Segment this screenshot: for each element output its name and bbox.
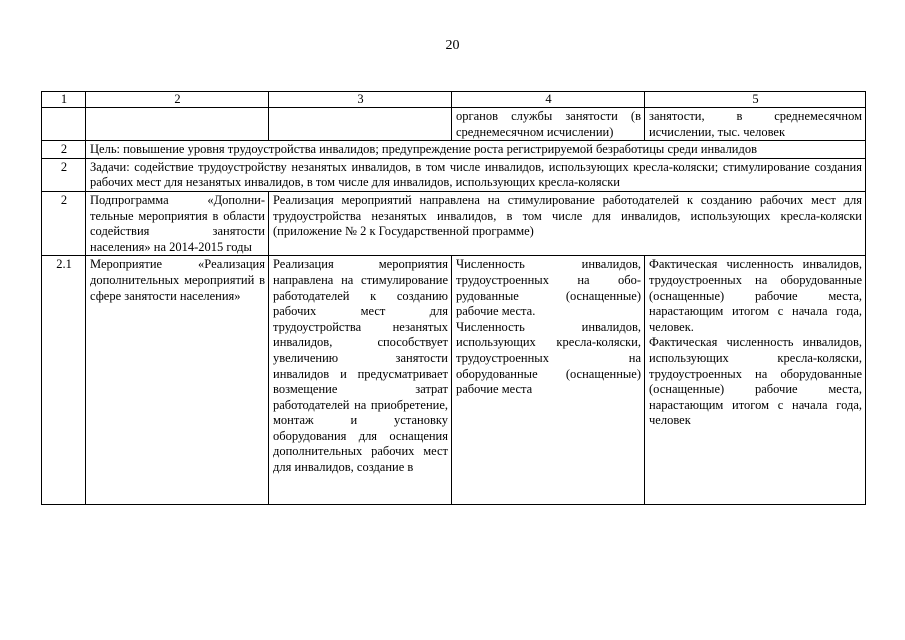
header-cell: 4: [452, 92, 645, 108]
tasks-text: Задачи: содействие трудоустройству незанятых инвалидов, в том числе инвалидов, использующих кресла-коляски; стимулирование создания рабочих мест для незанятых инвалидов, в том числе для инвалидов, использующих кресла-коляски: [86, 158, 866, 191]
subprogram-name: Подпрограмма «Дополнительные мероприятия в области содействия занятости населения» на 2014-2015 годы: [86, 191, 269, 255]
goal-text: Цель: повышение уровня трудоустройства инвалидов; предупреждение роста регистрируемой безработицы среди инвалидов: [86, 141, 866, 159]
page-number: 20: [445, 38, 460, 53]
row-number: 2: [42, 191, 86, 255]
method-cell: занятости, в среднемесячном исчислении, тыс. человек: [645, 108, 866, 141]
goal-row: [42, 141, 866, 159]
measure-name: Мероприятие «Реализация дополнительных мероприятий в сфере занятости населения»: [86, 256, 269, 505]
method-cell: [645, 256, 866, 505]
method-item: Фактическая численность инвалидов, использующих кресла-коляски, трудоустроенных на оборудованные (оснащенные) рабочие места, нарастающим итогом с начала года, человек: [649, 335, 862, 428]
tasks-row: [42, 158, 866, 191]
method-item: Фактическая численность инвалидов, трудоустроенных на оборудованные (оснащенные) рабочие места, нарастающим итогом с начала года, человек.: [649, 257, 862, 334]
row-number: 2: [42, 141, 86, 159]
header-cell: 3: [269, 92, 452, 108]
empty-cell: [42, 108, 86, 141]
header-cell: 5: [645, 92, 866, 108]
empty-cell: [86, 108, 269, 141]
row-number: 2: [42, 158, 86, 191]
measure-row: [42, 256, 866, 505]
subprogram-description: Реализация мероприятий направлена на стимулирование работодателей к созданию рабочих мест для трудоустройства незанятых инвалидов, в том числе для инвалидов, использующих кресла-коляски (приложение № 2 к Государственной программе): [269, 191, 866, 255]
indicator-cell: органов службы занятости (в среднемесячном исчислении): [452, 108, 645, 141]
row-number: 2.1: [42, 256, 86, 505]
measure-description: Реализация мероприятия направлена на стимулирование работодателей к созданию рабочих мест для трудоустройства незанятых инвалидов, способствует увеличению занятости инвалидов и предусматривает возмещение затрат работодателей на приобретение, монтаж и установку оборудования для оснащения дополнительных рабочих мест для инвалидов, создание в: [269, 256, 452, 505]
subprogram-row: [42, 191, 866, 255]
continuation-row: [42, 108, 866, 141]
header-cell: 1: [42, 92, 86, 108]
header-cell: 2: [86, 92, 269, 108]
header-row: [42, 92, 866, 108]
indicator-item: Численность инвалидов, использующих кресла-коляски, трудоустроенных на оборудованные (оснащенные) рабочие места: [456, 319, 641, 397]
indicator-item: Численность инвалидов, трудоустроенных на оборудованные (оснащенные) рабочие места.: [456, 257, 641, 319]
indicator-cell: [452, 256, 645, 505]
program-table: [41, 91, 866, 505]
empty-cell: [269, 108, 452, 141]
